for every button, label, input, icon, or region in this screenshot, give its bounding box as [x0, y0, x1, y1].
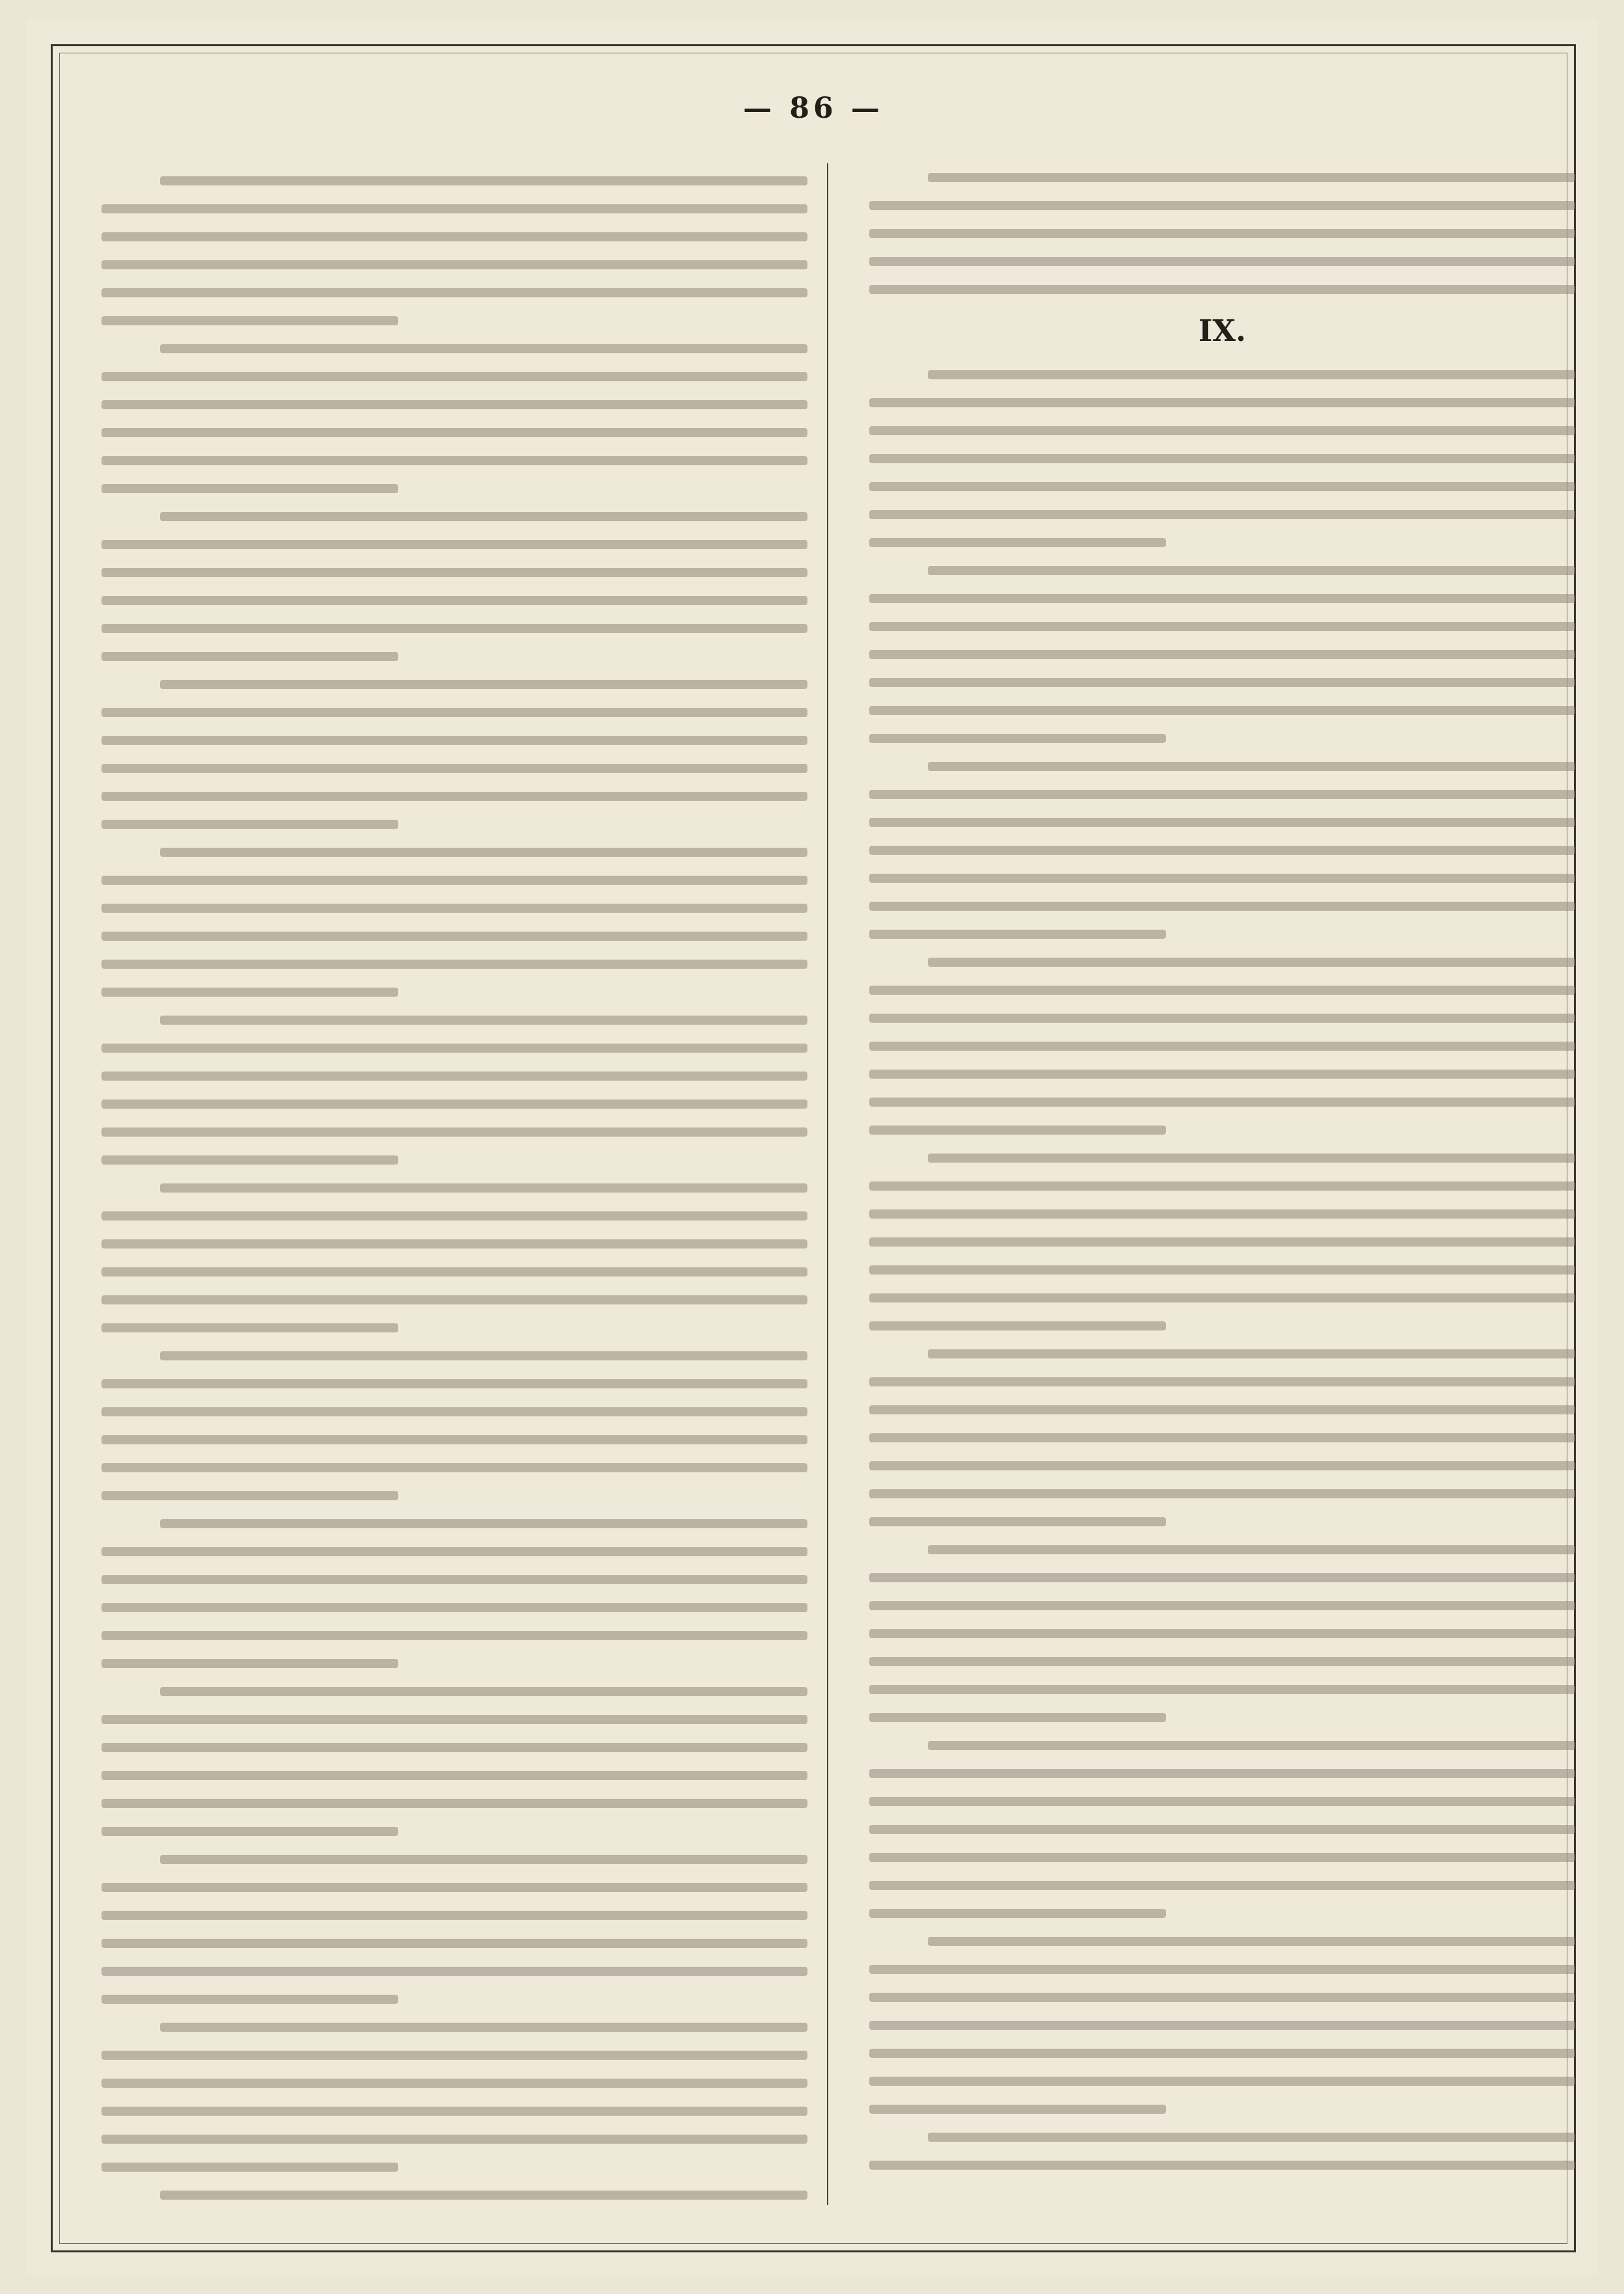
- text-line: [869, 1070, 1575, 1079]
- text-line: [160, 2023, 807, 2032]
- text-line: [102, 372, 807, 381]
- text-line: [928, 1545, 1575, 1554]
- text-line: [160, 1183, 807, 1193]
- text-line: [869, 229, 1575, 238]
- text-line: [869, 1993, 1575, 2002]
- text-line: [869, 2161, 1575, 2170]
- text-line: [160, 680, 807, 689]
- text-line: [869, 650, 1575, 659]
- text-line: [102, 960, 807, 969]
- text-line: [102, 1603, 807, 1612]
- text-line: [869, 790, 1575, 799]
- text-line: [160, 1016, 807, 1025]
- text-line: [869, 1377, 1575, 1386]
- text-line: [102, 1295, 807, 1304]
- text-line: [102, 1771, 807, 1780]
- text-line: [102, 1743, 807, 1752]
- text-line: [102, 2135, 807, 2144]
- text-line: [102, 1827, 398, 1836]
- text-line: [869, 1405, 1575, 1414]
- text-line: [928, 958, 1575, 967]
- text-line: [102, 596, 807, 605]
- text-line: [160, 1687, 807, 1696]
- text-line: [102, 652, 398, 661]
- text-line: [869, 1629, 1575, 1638]
- text-line: [928, 1154, 1575, 1163]
- text-line: [869, 1881, 1575, 1890]
- text-line: [869, 1237, 1575, 1247]
- text-line: [102, 1100, 807, 1109]
- text-line: [102, 932, 807, 941]
- text-line: [869, 2077, 1575, 2086]
- text-line: [869, 1713, 1166, 1722]
- text-line: [869, 818, 1575, 827]
- text-line: [102, 260, 807, 269]
- text-line: [869, 1265, 1575, 1275]
- right-column: [869, 173, 1575, 2189]
- text-line: [160, 344, 807, 353]
- text-line: [160, 512, 807, 521]
- text-line: [102, 876, 807, 885]
- left-column: [102, 176, 807, 2219]
- text-line: [869, 1042, 1575, 1051]
- text-line: [869, 285, 1575, 294]
- text-line: [102, 568, 807, 577]
- text-line: [160, 176, 807, 185]
- text-line: [102, 316, 398, 325]
- text-line: [102, 428, 807, 437]
- text-line: [160, 1351, 807, 1360]
- text-line: [102, 1155, 398, 1165]
- text-line: [869, 986, 1575, 995]
- text-line: [869, 1797, 1575, 1806]
- newspaper-page: [26, 20, 1598, 2274]
- text-line: [102, 1379, 807, 1388]
- text-line: [869, 201, 1575, 210]
- text-line: [869, 510, 1575, 519]
- text-line: [102, 764, 807, 773]
- text-line: [928, 2133, 1575, 2142]
- text-line: [102, 1659, 398, 1668]
- text-line: [102, 484, 398, 493]
- column-divider: [827, 163, 828, 2205]
- text-line: [102, 400, 807, 409]
- text-line: [160, 1519, 807, 1528]
- text-line: [869, 426, 1575, 435]
- text-line: [869, 1181, 1575, 1191]
- text-line: [869, 1098, 1575, 1107]
- text-line: [869, 538, 1166, 547]
- text-line: [102, 1127, 807, 1137]
- text-line: [869, 1909, 1166, 1918]
- text-line: [869, 1321, 1166, 1330]
- text-line: [102, 2079, 807, 2088]
- text-line: [160, 1855, 807, 1864]
- page-frame: [51, 44, 1576, 2252]
- text-line: [869, 594, 1575, 603]
- text-line: [869, 706, 1575, 715]
- text-line: [102, 1967, 807, 1976]
- text-line: [869, 1014, 1575, 1023]
- text-line: [102, 988, 398, 997]
- text-line: [869, 2021, 1575, 2030]
- text-line: [869, 1293, 1575, 1302]
- text-line: [160, 848, 807, 857]
- text-line: [102, 1491, 398, 1500]
- text-line: [102, 1211, 807, 1221]
- text-line: [869, 1825, 1575, 1834]
- text-line: [928, 762, 1575, 771]
- text-line: [869, 622, 1575, 631]
- text-line: [928, 173, 1575, 182]
- text-line: [928, 370, 1575, 379]
- text-line: [869, 1489, 1575, 1498]
- text-line: [102, 1435, 807, 1444]
- text-line: [102, 1547, 807, 1556]
- text-line: [869, 1573, 1575, 1582]
- text-line: [869, 398, 1575, 407]
- text-line: [102, 1044, 807, 1053]
- text-line: [869, 874, 1575, 883]
- text-line: [869, 257, 1575, 266]
- text-line: [869, 1433, 1575, 1442]
- text-line: [869, 846, 1575, 855]
- text-line: [102, 1799, 807, 1808]
- text-line: [869, 1853, 1575, 1862]
- text-line: [928, 1349, 1575, 1358]
- text-line: [928, 1741, 1575, 1750]
- text-line: [102, 1883, 807, 1892]
- text-line: [102, 1995, 398, 2004]
- text-line: [102, 232, 807, 241]
- text-line: [102, 1463, 807, 1472]
- text-line: [928, 566, 1575, 575]
- text-line: [102, 2163, 398, 2172]
- text-line: [869, 2105, 1166, 2114]
- text-line: [869, 1769, 1575, 1778]
- text-line: [869, 1657, 1575, 1666]
- text-line: [869, 454, 1575, 463]
- text-line: [869, 1601, 1575, 1610]
- text-line: [102, 204, 807, 213]
- text-line: [869, 902, 1575, 911]
- text-line: [869, 1517, 1166, 1526]
- text-line: [102, 1267, 807, 1276]
- text-line: [102, 540, 807, 549]
- chapter-heading: IX.: [1198, 313, 1247, 348]
- text-line: [102, 1715, 807, 1724]
- text-line: [869, 1126, 1166, 1135]
- text-line: [102, 2107, 807, 2116]
- text-line: [869, 2049, 1575, 2058]
- text-line: [869, 1965, 1575, 1974]
- text-line: [102, 1575, 807, 1584]
- text-line: [102, 1631, 807, 1640]
- text-line: [869, 1209, 1575, 1219]
- text-line: [102, 1072, 807, 1081]
- text-line: [102, 1939, 807, 1948]
- text-line: [869, 1685, 1575, 1694]
- page-number: — 86 —: [743, 92, 884, 125]
- text-line: [102, 904, 807, 913]
- text-line: [102, 820, 398, 829]
- text-line: [102, 1911, 807, 1920]
- text-line: [102, 708, 807, 717]
- text-line: [102, 456, 807, 465]
- text-line: [869, 734, 1166, 743]
- text-line: [102, 1323, 398, 1332]
- text-line: [102, 736, 807, 745]
- text-line: [102, 288, 807, 297]
- text-line: [869, 482, 1575, 491]
- text-line: [869, 678, 1575, 687]
- text-line: [928, 1937, 1575, 1946]
- text-line: [869, 930, 1166, 939]
- text-line: [102, 624, 807, 633]
- text-line: [869, 1461, 1575, 1470]
- text-line: [102, 1407, 807, 1416]
- text-line: [102, 2051, 807, 2060]
- text-line: [102, 792, 807, 801]
- text-line: [160, 2191, 807, 2200]
- text-line: [102, 1239, 807, 1248]
